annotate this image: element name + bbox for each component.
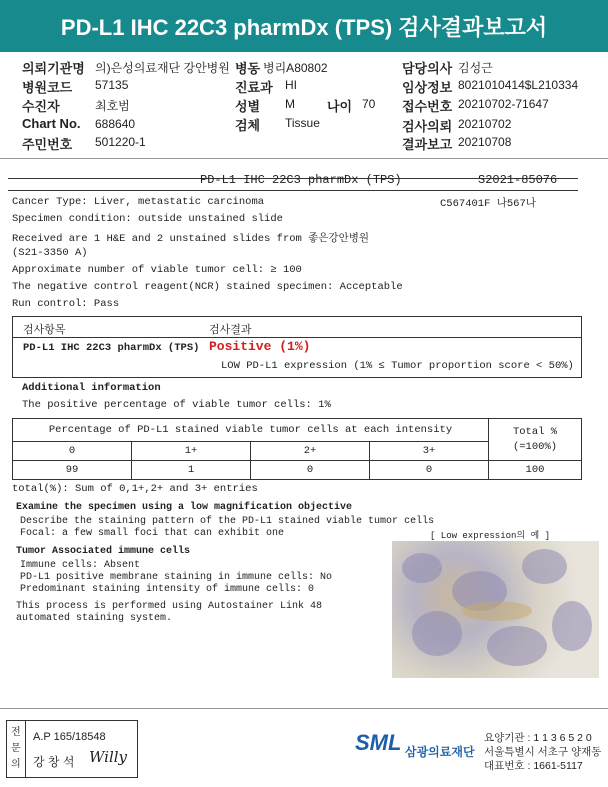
chart-label: Chart No. — [22, 116, 81, 131]
intensity-table — [12, 418, 582, 480]
table-total-header — [489, 419, 582, 461]
immune-line: PD-L1 positive membrane staining in immune cells: No — [20, 572, 333, 583]
table-cell: 99 — [13, 461, 132, 480]
ward-value: 병리A80802 — [263, 61, 328, 75]
immune-line: Immune cells: Absent — [20, 560, 141, 571]
histology-image — [392, 541, 599, 678]
result-detail: LOW PD-L1 expression (1% ≤ Tumor proportion score < 50%) — [221, 360, 574, 372]
table-cell: 0 — [370, 461, 489, 480]
doctor-value: 김성근 — [458, 61, 493, 75]
result-header-item: 검사항목 — [23, 324, 66, 336]
exam-info-value: 8021010414$L210334 — [458, 78, 579, 92]
report-line: Specimen condition: outside unstained slide — [12, 213, 283, 225]
report-line: Approximate number of viable tumor cell: ≥ 100 — [12, 264, 302, 276]
id-value: 501220-1 — [95, 135, 146, 149]
result-box-divider — [13, 337, 581, 338]
table-header-cell: 0 — [13, 442, 132, 461]
process-line: This process is performed using Autostainer Link 48 — [16, 601, 323, 612]
report-line: The negative control reagent(NCR) stained specimen: Acceptable — [12, 281, 403, 293]
table-title: Percentage of PD-L1 stained viable tumor cells at each intensity — [48, 424, 453, 436]
result-value: Positive (1%) — [209, 339, 311, 354]
table-total-sub: (=100%) — [512, 440, 558, 453]
report-title: PD-L1 IHC 22C3 pharmDx (TPS) 검사결과보고서 — [60, 14, 548, 40]
table-header-cell: 1+ — [132, 442, 251, 461]
process-line: automated staining system. — [16, 613, 173, 624]
report-heading: PD-L1 IHC 22C3 pharmDx (TPS) — [200, 173, 402, 187]
signature-box-divider — [25, 721, 26, 777]
id-label: 주민번호 — [22, 137, 73, 152]
report-line: Received are 1 H&E and 2 unstained slides from 좋은강안병원 — [12, 233, 370, 245]
reference-number: C567401F 나567나 — [440, 198, 536, 210]
table-row — [13, 419, 582, 442]
sml-logo — [355, 730, 401, 756]
pathologist-name: 강 창 석 — [33, 755, 75, 769]
agency-code: 요양기관 : 1 1 3 6 5 2 0 — [484, 732, 592, 744]
immune-title: Tumor Associated immune cells — [16, 546, 191, 557]
request-label: 검사의뢰 — [402, 119, 453, 134]
report-title-bar — [0, 0, 608, 52]
age-label: 나이 — [327, 99, 353, 114]
phone: 대표번호 : 1661-5117 — [484, 760, 583, 772]
ap-number: A.P 165/18548 — [33, 731, 106, 743]
result-header-result: 검사결과 — [209, 324, 252, 336]
section-divider — [0, 158, 608, 159]
immune-line: Predominant staining intensity of immune cells: 0 — [20, 584, 315, 595]
table-title-cell — [13, 419, 489, 442]
table-cell: 0 — [251, 461, 370, 480]
additional-title: Additional information — [22, 382, 161, 394]
institution-value: 의)은성의료재단 강안병원 — [95, 61, 230, 75]
table-row — [13, 461, 582, 480]
ward-label: 병동 — [235, 61, 261, 76]
sex-value: M — [285, 97, 295, 111]
report-line: Cancer Type: Liver, metastatic carcinoma — [12, 196, 265, 208]
doctor-label: 담당의사 — [402, 61, 453, 76]
table-cell: 100 — [489, 461, 582, 480]
request-value: 20210702 — [458, 117, 512, 131]
photo-caption: [ Low expression의 예 ] — [430, 531, 551, 541]
report-line: (S21-3350 A) — [12, 247, 88, 259]
dept-value: HI — [285, 78, 297, 92]
examine-line: Focal: a few small foci that can exhibit one — [20, 528, 285, 539]
specialist-label: 전문의 — [11, 727, 21, 770]
chart-value: 688640 — [95, 117, 136, 131]
hospital-code-label: 병원코드 — [22, 80, 73, 95]
recipient-value: 최호범 — [95, 99, 130, 113]
address: 서울특별시 서초구 양재동 — [484, 746, 602, 758]
logo-text: SML — [355, 730, 402, 755]
receipt-label: 접수번호 — [402, 99, 453, 114]
table-cell: 1 — [132, 461, 251, 480]
institution-label: 의뢰기관명 — [22, 61, 85, 76]
receipt-value: 20210702-71647 — [458, 97, 549, 111]
hospital-code-value: 57135 — [95, 78, 129, 92]
report-label: 결과보고 — [402, 137, 453, 152]
table-header-cell: 2+ — [251, 442, 370, 461]
sex-label: 성별 — [235, 99, 261, 114]
result-item: PD-L1 IHC 22C3 pharmDx (TPS) — [23, 342, 200, 354]
report-line: Run control: Pass — [12, 298, 120, 310]
table-total-label: Total % — [512, 425, 558, 438]
recipient-label: 수진자 — [22, 99, 60, 114]
footer-divider — [0, 708, 608, 709]
heading-rule-bottom — [8, 190, 578, 191]
signature-box — [6, 720, 138, 778]
additional-text: The positive percentage of viable tumor cells: 1% — [22, 399, 331, 411]
examine-line: Describe the staining pattern of the PD-L1 stained viable tumor cells — [20, 516, 435, 527]
specimen-value: Tissue — [285, 116, 320, 130]
exam-info-label: 임상정보 — [402, 80, 453, 95]
org-name: 삼광의료재단 — [405, 745, 475, 759]
age-value: 70 — [362, 97, 376, 111]
table-note: total(%): Sum of 0,1+,2+ and 3+ entries — [12, 483, 258, 495]
dept-label: 진료과 — [235, 80, 273, 95]
examine-title: Examine the specimen using a low magnification objective — [16, 502, 353, 513]
pathologist-signature: Willy — [89, 748, 128, 766]
report-value: 20210708 — [458, 135, 512, 149]
case-number: S2021-85076 — [478, 173, 558, 187]
table-header-cell: 3+ — [370, 442, 489, 461]
result-box — [12, 316, 582, 378]
specimen-label: 검체 — [235, 118, 261, 133]
